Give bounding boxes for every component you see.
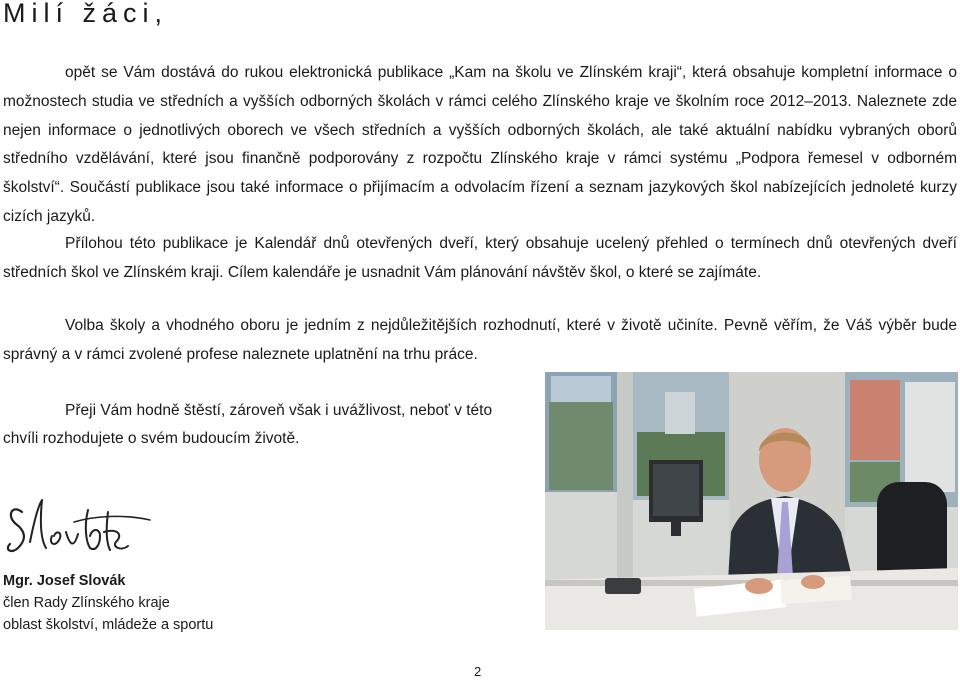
letter-paragraph-intro: opět se Vám dostává do rukou elektronická publikace „Kam na školu ve Zlínském kraji“, která obsahuje kompletní informace o možnostech studia ve středních a vyšších odborných školách v rámci celého Zlínského kraje ve školním roce 2012–2013. Naleznete zde nejen informace o jednotlivých oborech ve všech středních a vyšších odborných školách, ale také aktuální nabídku vybraných oborů středního vzdělávání, které jsou finančně podporovány z rozpočtu Zlínského kraje v rámci systému „Podpora řemesel v odborném školství“. Součástí publikace jsou také informace o přijímacím a odvolacím řízení a seznam jazykových škol nabízejících jednoleté kurzy cizích jazyků. <box>3 64 957 225</box>
letter-greeting: Milí žáci, <box>3 0 169 28</box>
handwritten-signature <box>4 492 154 562</box>
closing-wish: Přeji Vám hodně štěstí, zároveň však i uvážlivost, neboť v této chvíli rozhodujete o svém budoucím životě. <box>3 402 493 447</box>
signer-department: oblast školství, mládeže a sportu <box>3 617 214 633</box>
signer-name: Mgr. Josef Slovák <box>3 573 126 589</box>
page-number: 2 <box>474 664 482 679</box>
letter-paragraph-calendar: Přílohou této publikace je Kalendář dnů otevřených dveří, který obsahuje ucelený přehled o termínech dnů otevřených dveří středních škol ve Zlínském kraji. Cílem kalendáře je usnadnit Vám plánování návštěv škol, o které se zajímáte. <box>3 235 957 281</box>
signer-role: člen Rady Zlínského kraje <box>3 595 170 611</box>
letter-paragraph-choice: Volba školy a vhodného oboru je jedním z nejdůležitějších rozhodnutí, které v životě učiníte. Pevně věřím, že Váš výběr bude správný a v rámci zvolené profese naleznete uplatnění na trhu práce. <box>3 317 957 363</box>
signer-block <box>3 570 213 636</box>
portrait-photo <box>545 372 958 630</box>
